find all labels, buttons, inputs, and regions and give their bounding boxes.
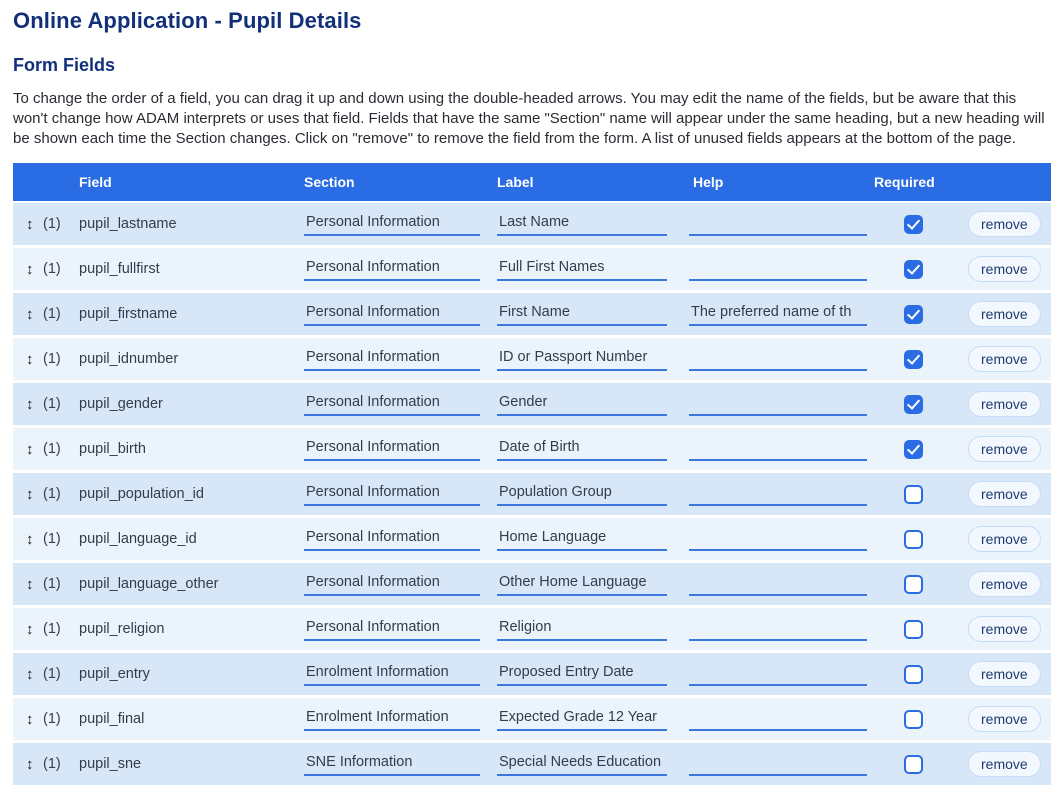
field-name: pupil_lastname [79,216,177,232]
field-order: (1) [43,576,61,592]
table-row [13,473,1051,515]
drag-handle-icon[interactable]: ↕ [26,710,34,728]
table-row [13,698,1051,740]
header-label: Label [497,174,534,190]
section-input[interactable] [304,662,480,686]
header-field: Field [79,174,112,190]
section-input[interactable] [304,302,480,326]
help-input[interactable] [689,752,867,776]
required-checkbox[interactable] [904,710,923,729]
required-checkbox[interactable] [904,485,923,504]
field-order: (1) [43,666,61,682]
field-order: (1) [43,486,61,502]
help-input[interactable] [689,707,867,731]
field-name: pupil_final [79,711,145,727]
help-input[interactable] [689,527,867,551]
required-checkbox[interactable] [904,665,923,684]
required-checkbox[interactable] [904,305,923,324]
form-fields-table [13,163,1051,785]
help-input[interactable] [689,392,867,416]
drag-handle-icon[interactable]: ↕ [26,215,34,233]
remove-button[interactable]: remove [968,661,1041,687]
field-order: (1) [43,756,61,772]
remove-button[interactable]: remove [968,301,1041,327]
field-order: (1) [43,261,61,277]
drag-handle-icon[interactable]: ↕ [26,350,34,368]
table-row [13,608,1051,650]
drag-handle-icon[interactable]: ↕ [26,530,34,548]
drag-handle-icon[interactable]: ↕ [26,755,34,773]
required-checkbox[interactable] [904,620,923,639]
table-row [13,383,1051,425]
table-row [13,203,1051,245]
field-order: (1) [43,621,61,637]
field-name: pupil_birth [79,441,146,457]
help-input[interactable] [689,212,867,236]
help-input[interactable] [689,302,867,326]
drag-handle-icon[interactable]: ↕ [26,440,34,458]
remove-button[interactable]: remove [968,751,1041,777]
field-order: (1) [43,396,61,412]
help-input[interactable] [689,662,867,686]
label-input[interactable] [497,662,667,686]
required-checkbox[interactable] [904,755,923,774]
field-name: pupil_entry [79,666,150,682]
section-input[interactable] [304,617,480,641]
table-row [13,248,1051,290]
help-input[interactable] [689,437,867,461]
drag-handle-icon[interactable]: ↕ [26,620,34,638]
section-input[interactable] [304,257,480,281]
field-name: pupil_firstname [79,306,178,322]
required-checkbox[interactable] [904,215,923,234]
section-input[interactable] [304,527,480,551]
field-order: (1) [43,441,61,457]
label-input[interactable] [497,617,667,641]
drag-handle-icon[interactable]: ↕ [26,485,34,503]
required-checkbox[interactable] [904,575,923,594]
section-input[interactable] [304,392,480,416]
field-name: pupil_gender [79,396,163,412]
remove-button[interactable]: remove [968,706,1041,732]
label-input[interactable] [497,527,667,551]
label-input[interactable] [497,302,667,326]
field-name: pupil_fullfirst [79,261,160,277]
help-input[interactable] [689,482,867,506]
field-order: (1) [43,711,61,727]
field-name: pupil_language_id [79,531,197,547]
header-section: Section [304,174,355,190]
table-body [13,203,1051,785]
field-name: pupil_language_other [79,576,219,592]
remove-button[interactable]: remove [968,481,1041,507]
section-input[interactable] [304,572,480,596]
table-row [13,293,1051,335]
field-name: pupil_idnumber [79,351,179,367]
field-order: (1) [43,351,61,367]
remove-button[interactable]: remove [968,526,1041,552]
section-input[interactable] [304,212,480,236]
field-name: pupil_population_id [79,486,204,502]
help-input[interactable] [689,347,867,371]
table-row [13,428,1051,470]
table-row [13,653,1051,695]
required-checkbox[interactable] [904,440,923,459]
label-input[interactable] [497,392,667,416]
required-checkbox[interactable] [904,260,923,279]
section-input[interactable] [304,707,480,731]
remove-button[interactable]: remove [968,391,1041,417]
drag-handle-icon[interactable]: ↕ [26,260,34,278]
required-checkbox[interactable] [904,350,923,369]
field-name: pupil_sne [79,756,142,772]
section-input[interactable] [304,437,480,461]
table-row [13,743,1051,785]
label-input[interactable] [497,707,667,731]
table-header-row [13,163,1051,201]
remove-button[interactable]: remove [968,571,1041,597]
label-input[interactable] [497,347,667,371]
table-row [13,518,1051,560]
section-input[interactable] [304,752,480,776]
drag-handle-icon[interactable]: ↕ [26,305,34,323]
help-input[interactable] [689,572,867,596]
field-order: (1) [43,306,61,322]
remove-button[interactable]: remove [968,436,1041,462]
help-input[interactable] [689,617,867,641]
label-input[interactable] [497,437,667,461]
help-input[interactable] [689,257,867,281]
field-order: (1) [43,216,61,232]
section-input[interactable] [304,482,480,506]
label-input[interactable] [497,752,667,776]
remove-button[interactable]: remove [968,346,1041,372]
remove-button[interactable]: remove [968,616,1041,642]
section-input[interactable] [304,347,480,371]
form-fields-heading: Form Fields [13,55,116,75]
label-input[interactable] [497,257,667,281]
remove-button[interactable]: remove [968,256,1041,282]
required-checkbox[interactable] [904,530,923,549]
field-order: (1) [43,531,61,547]
required-checkbox[interactable] [904,395,923,414]
table-row [13,563,1051,605]
header-required: Required [874,174,935,190]
label-input[interactable] [497,482,667,506]
label-input[interactable] [497,212,667,236]
drag-handle-icon[interactable]: ↕ [26,665,34,683]
label-input[interactable] [497,572,667,596]
drag-handle-icon[interactable]: ↕ [26,395,34,413]
drag-handle-icon[interactable]: ↕ [26,575,34,593]
table-row [13,338,1051,380]
remove-button[interactable]: remove [968,211,1041,237]
field-name: pupil_religion [79,621,165,637]
page-title: Online Application - Pupil Details [13,8,362,33]
header-help: Help [693,174,724,190]
intro-text: To change the order of a field, you can drag it up and down using the double-headed arrows. You may edit the name of the fields, but be aware that this won't change how ADAM interprets or uses that field. Fields that have the same "Section" name will appear under the same heading, but a new heading will be shown each time the Section changes. Click on "remove" to remove the field from the form. A list of unused fields appears at the bottom of the page. [13,90,1045,147]
